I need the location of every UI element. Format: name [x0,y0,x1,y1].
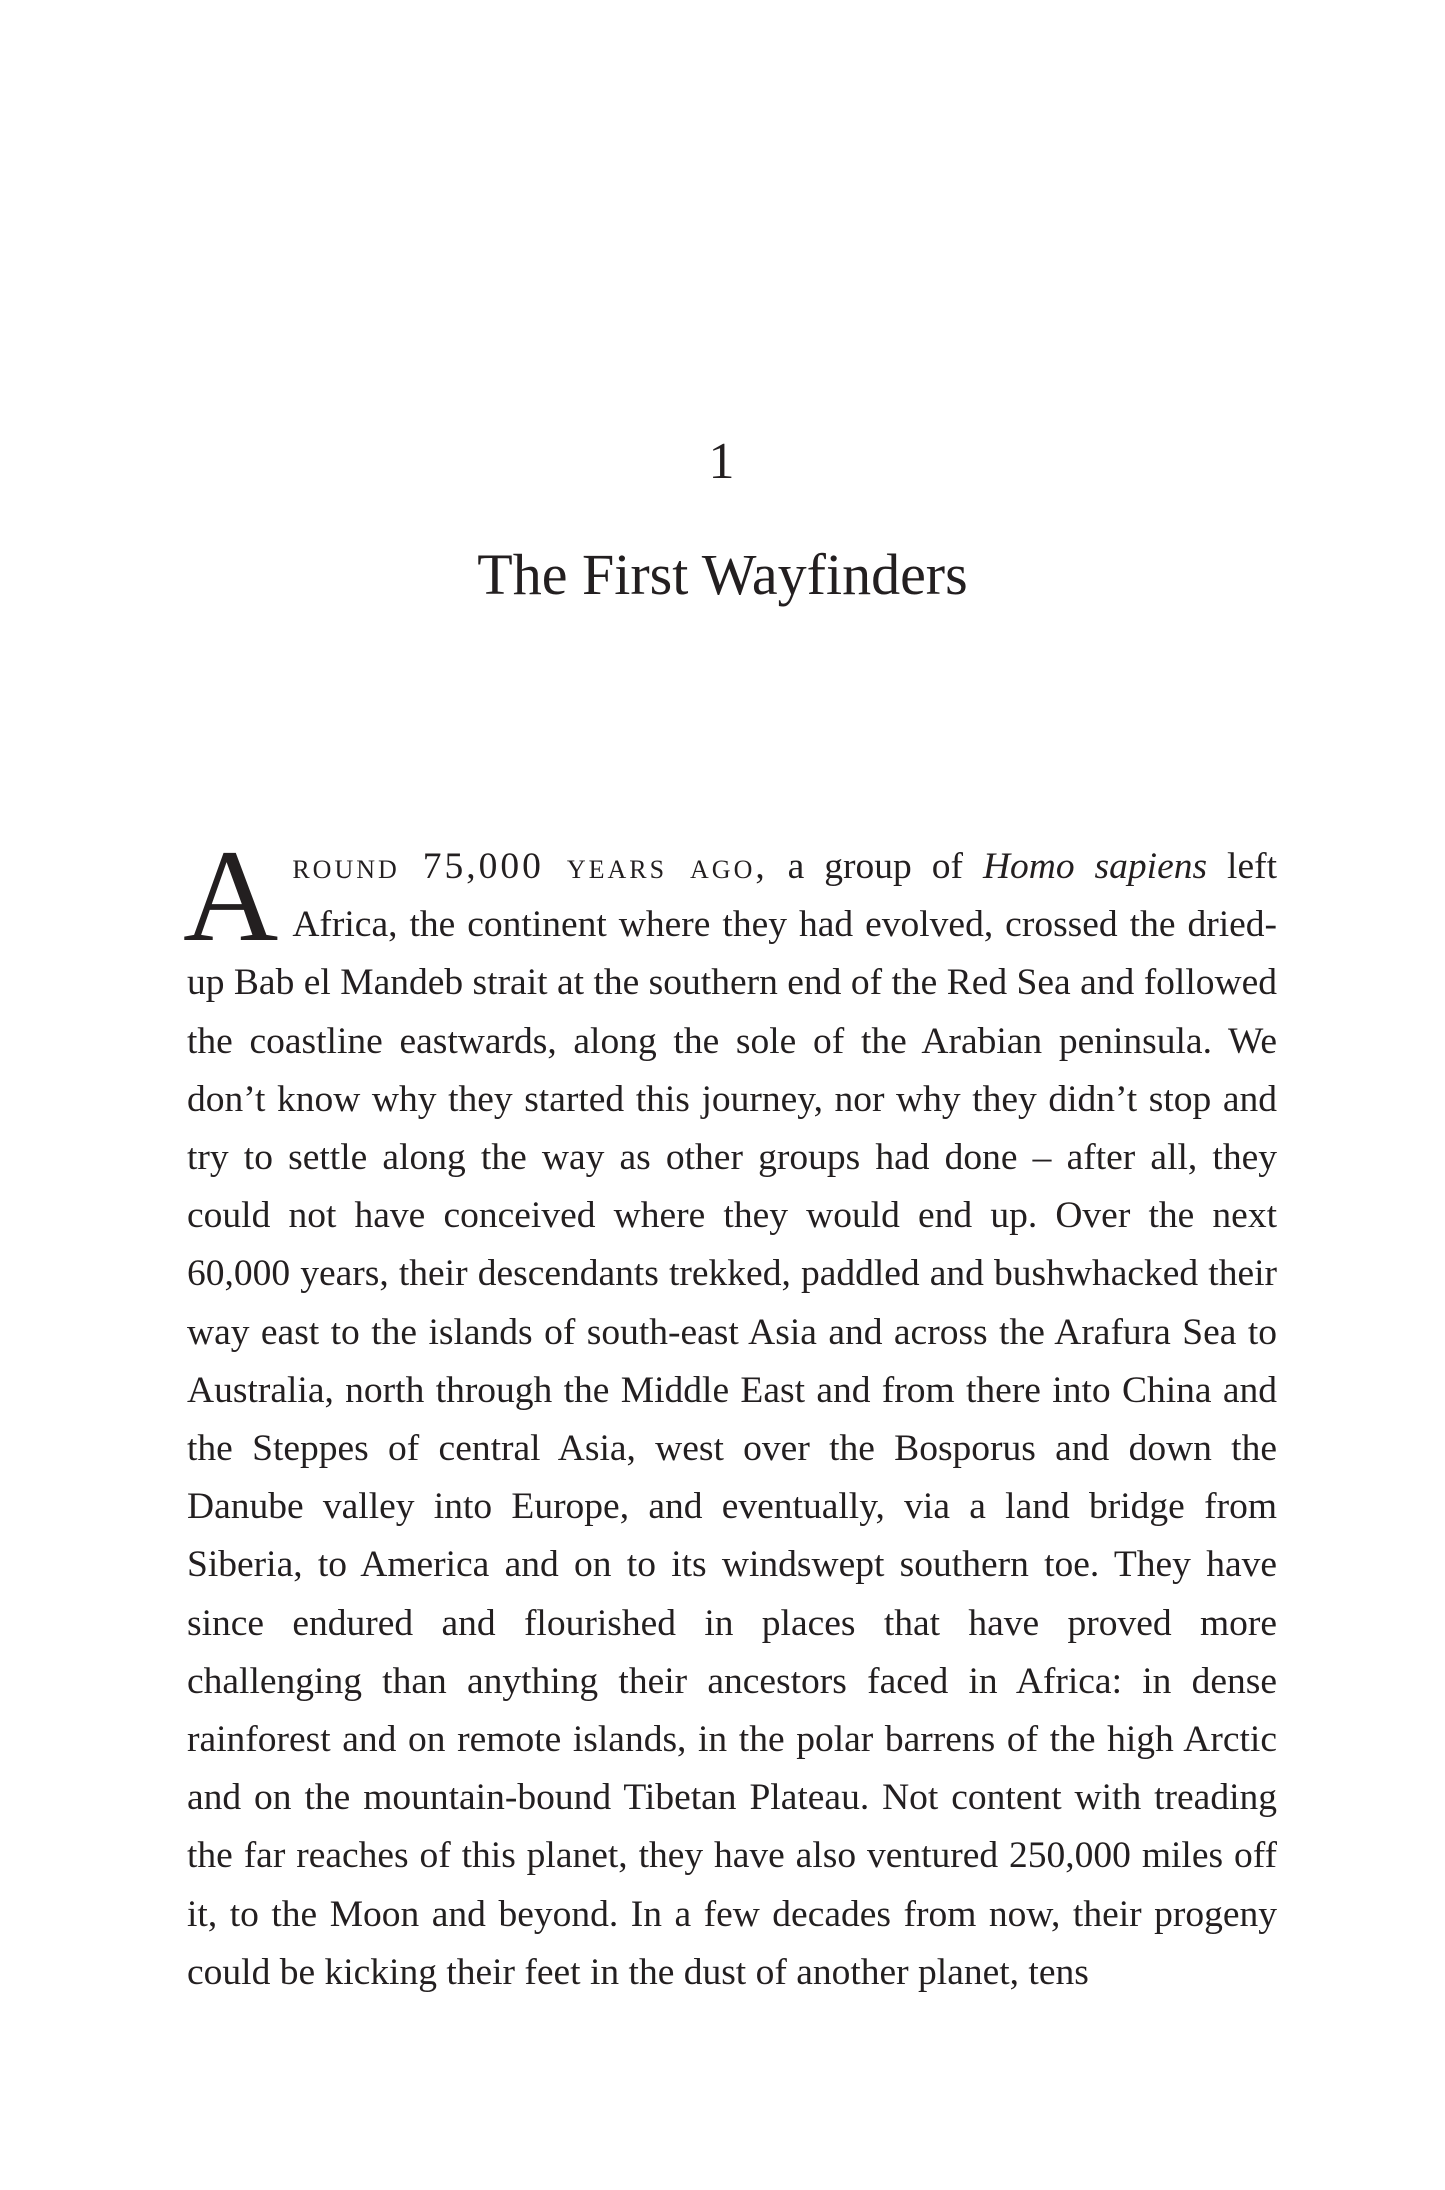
paragraph-text-1: a group of [767,846,983,887]
chapter-number: 1 [708,433,737,490]
body-paragraph [183,822,1277,2002]
drop-cap: A [183,822,279,969]
italic-term: Homo sapiens [982,846,1208,887]
lead-in-small-caps: round 75,000 years ago, [292,846,768,887]
paragraph-text-2: left Africa, the continent where they had evolved, crossed the dried-up Bab el Mandeb strait at the southern end of the Red Sea and followed the coastline eastwards, along the sole of the Arabian peninsula. We don’t know why they started this journey, nor why they didn’t stop and try to settle along the way as other groups had done – after all, they could not have conceived where they would end up. Over the next 60,000 years, their descendants trekked, paddled and bushwhacked their way east to the islands of south-east Asia and across the Arafura Sea to Australia, north through the Middle East and from there into China and the Steppes of central Asia, west over the Bosporus and down the Danube valley into Europe, and eventually, via a land bridge from Siberia, to America and on to its windswept southern toe. They have since endured and flourished in places that have proved more challenging than anything their ancestors faced in Africa: in dense rainforest and on remote islands, in the polar barrens of the high Arctic and on the mountain-bound Tibetan Plateau. Not content with treading the far reaches of this planet, they have also ventured 250,000 miles off it, to the Moon and beyond. In a few decades from now, their progeny could be kicking their feet in the dust of another planet, tens [187,846,1277,1993]
chapter-title: The First Wayfinders [477,542,968,607]
